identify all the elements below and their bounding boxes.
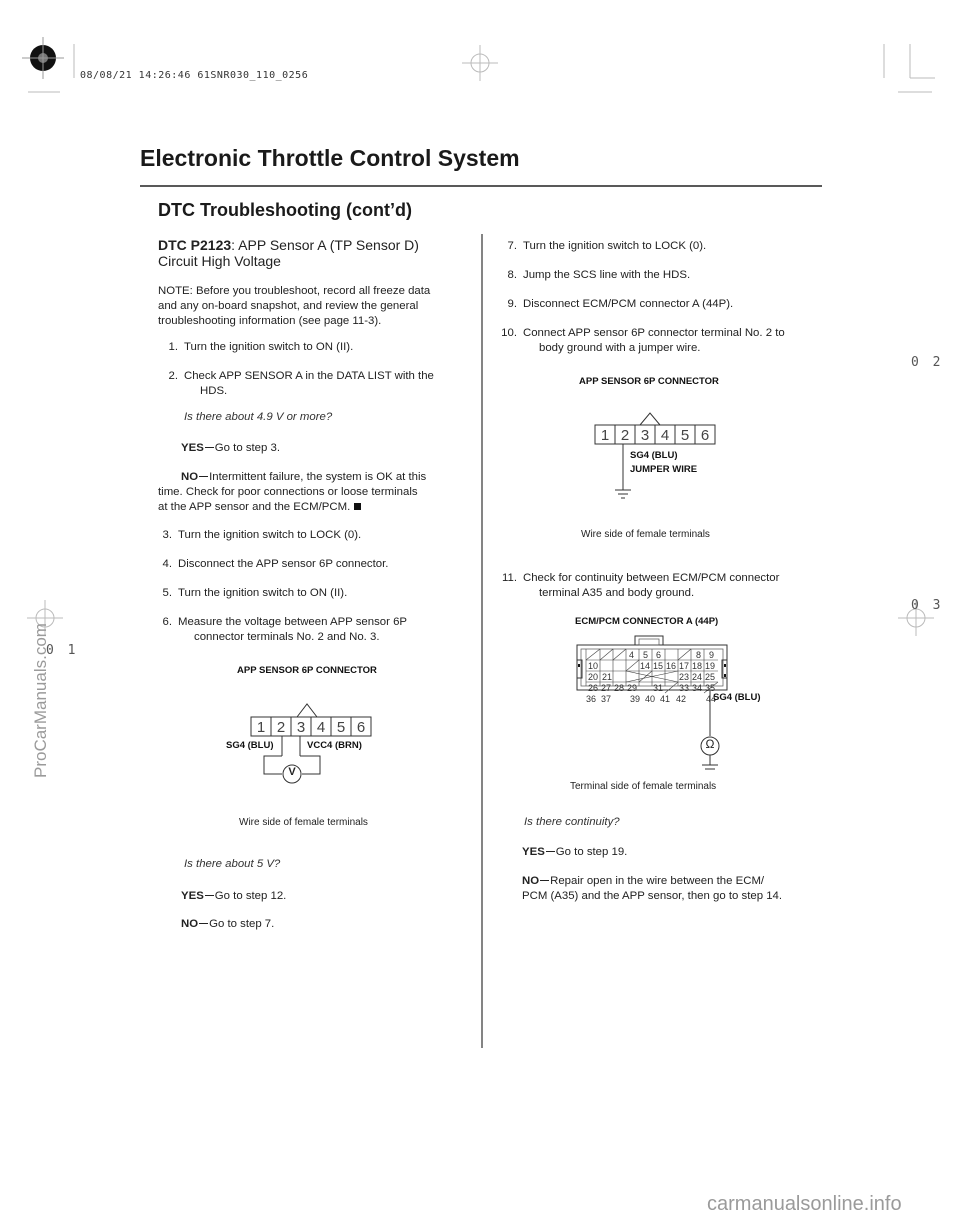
step-text: HDS. (200, 385, 228, 397)
step-number: 4. (162, 558, 172, 570)
note-line: and any on-board snapshot, and review the general (158, 300, 419, 312)
step-text: Turn the ignition switch to ON (II). (178, 587, 348, 599)
yes-label: YES (522, 846, 545, 858)
answer-no-3 (522, 874, 782, 904)
pin-label: 16 (666, 661, 677, 671)
step-number: 3. (162, 529, 172, 541)
pin-label: 34 (692, 683, 703, 693)
no-text: PCM (A35) and the APP sensor, then go to step 14. (522, 890, 783, 902)
step-text: connector terminals No. 2 and No. 3. (194, 631, 380, 643)
side-watermark: ProCarManuals.com (31, 623, 50, 778)
pin-label: 9 (709, 650, 715, 660)
print-stamp: 08/08/21 14:26:46 61SNR030_110_0256 (80, 70, 309, 81)
pin-label: 10 (588, 661, 599, 671)
pin-row (595, 427, 715, 444)
pin-label: 6 (656, 650, 662, 660)
wire-label-vcc4: VCC4 (BRN) (307, 740, 362, 751)
no-label: NO (181, 471, 199, 483)
diagram-app-6p-voltage (200, 660, 450, 840)
pin-label: 3 (640, 427, 650, 444)
answer-no-2 (181, 917, 274, 932)
step-text: Disconnect the APP sensor 6P connector. (178, 558, 389, 570)
no-label: NO (181, 918, 199, 930)
note-block (158, 284, 430, 329)
dtc-desc-line1: : APP Sensor A (TP Sensor D) (231, 237, 419, 253)
pin-label: 37 (601, 694, 612, 704)
pin-label: 29 (627, 683, 638, 693)
pin-label: 24 (692, 672, 703, 682)
yes-text: Go to step 12. (214, 890, 287, 902)
pin-label: 4 (316, 719, 326, 736)
question-1: Is there about 4.9 V or more? (184, 411, 333, 423)
answer-yes-1 (181, 441, 280, 456)
pin-label: 40 (645, 694, 656, 704)
corner-mark-right-mid: 0 3 (911, 598, 944, 613)
diagram-caption: Terminal side of female terminals (570, 781, 717, 792)
wire-label-sg4: SG4 (BLU) (226, 740, 274, 751)
diagram-caption: Wire side of female terminals (239, 817, 368, 828)
end-marker-icon (354, 503, 361, 510)
pin-label: 6 (356, 719, 366, 736)
pin-label: 27 (601, 683, 612, 693)
dash (199, 923, 208, 924)
dash (546, 851, 555, 852)
step-number: 1. (168, 341, 178, 353)
step-number: 9. (507, 298, 517, 310)
pin-label: 21 (602, 672, 613, 682)
pin-label: 33 (679, 683, 690, 693)
step-number: 8. (507, 269, 517, 281)
pin-label: 36 (586, 694, 597, 704)
pin-label: 3 (296, 719, 306, 736)
pin-label: 26 (588, 683, 599, 693)
wire-label-sg4: SG4 (BLU) (713, 692, 761, 703)
diagram-title: ECM/PCM CONNECTOR A (44P) (575, 616, 719, 627)
pin-label: 1 (600, 427, 610, 444)
answer-yes-3 (522, 845, 627, 860)
jumper-wire-label: JUMPER WIRE (630, 464, 698, 475)
dtc-code: DTC P2123 (158, 237, 232, 253)
pin-label: 2 (276, 719, 286, 736)
pin-label: 17 (679, 661, 690, 671)
answer-no-1 (158, 470, 426, 515)
pin-label: 4 (660, 427, 670, 444)
pin-label: 23 (679, 672, 690, 682)
note-line: NOTE: Before you troubleshoot, record all freeze data (158, 285, 431, 297)
pin-label: 15 (653, 661, 664, 671)
no-label: NO (522, 875, 540, 887)
step-text: Measure the voltage between APP sensor 6P (178, 616, 408, 628)
ohmmeter-icon: Ω (705, 737, 715, 751)
no-text: Intermittent failure, the system is OK at this (209, 471, 427, 483)
step-number: 7. (507, 240, 517, 252)
question-2: Is there about 5 V? (184, 858, 281, 870)
no-text: Repair open in the wire between the ECM/ (550, 875, 765, 887)
no-text: at the APP sensor and the ECM/PCM. (158, 501, 351, 513)
yes-label: YES (181, 890, 204, 902)
pin-label: 41 (660, 694, 671, 704)
dtc-heading (158, 237, 419, 269)
answer-yes-2 (181, 889, 286, 904)
step-number: 6. (162, 616, 172, 628)
pin-label: 44 (706, 694, 717, 704)
step-text: Connect APP sensor 6P connector terminal No. 2 to (523, 327, 785, 339)
pin-label: 6 (700, 427, 710, 444)
no-text: time. Check for poor connections or loose terminals (158, 486, 418, 498)
corner-mark-right-top: 0 2 (911, 355, 944, 370)
step-number: 10. (501, 327, 517, 339)
diagram-caption: Wire side of female terminals (581, 529, 710, 540)
pin-label: 25 (705, 672, 716, 682)
pin-label: 4 (629, 650, 635, 660)
yes-text: Go to step 19. (555, 846, 628, 858)
no-text: Go to step 7. (209, 918, 275, 930)
bottom-watermark: carmanualsonline.info (707, 1193, 902, 1215)
step-text: Check APP SENSOR A in the DATA LIST with the (184, 370, 434, 382)
pin-label: 20 (588, 672, 599, 682)
pin-label: 5 (680, 427, 690, 444)
yes-text: Go to step 3. (214, 442, 281, 454)
dash (199, 476, 208, 477)
pin-label: 5 (643, 650, 649, 660)
pin-row (251, 719, 371, 736)
pin-label: 35 (705, 683, 716, 693)
dash (205, 447, 214, 448)
pin-label: 39 (630, 694, 641, 704)
pin-label: 2 (620, 427, 630, 444)
step-text: Jump the SCS line with the HDS. (523, 269, 691, 281)
dtc-desc-line2: Circuit High Voltage (158, 253, 281, 269)
pin-label: 28 (614, 683, 625, 693)
diagram-title: APP SENSOR 6P CONNECTOR (237, 665, 377, 676)
step-text: terminal A35 and body ground. (539, 587, 695, 599)
step-text: Turn the ignition switch to ON (II). (184, 341, 354, 353)
pin-label: 8 (696, 650, 702, 660)
wire-label-sg4: SG4 (BLU) (630, 450, 678, 461)
dash (540, 880, 549, 881)
corner-mark-left-mid: 0 1 (46, 643, 79, 658)
step-number: 5. (162, 587, 172, 599)
diagram-ecm-44p (560, 612, 790, 797)
pin-label: 1 (256, 719, 266, 736)
pin-label: 42 (676, 694, 687, 704)
note-line: troubleshooting information (see page 11-3). (158, 315, 382, 327)
pin-label: 19 (705, 661, 716, 671)
section-title: Electronic Throttle Control System (140, 145, 520, 171)
dash (205, 895, 214, 896)
diagram-app-6p-jumper (565, 370, 765, 550)
step-text: Disconnect ECM/PCM connector A (44P). (523, 298, 734, 310)
voltmeter-icon: V (288, 766, 296, 778)
step-number: 2. (168, 370, 178, 382)
step-text: Turn the ignition switch to LOCK (0). (178, 529, 362, 541)
step-text: Check for continuity between ECM/PCM connector (523, 572, 780, 584)
question-3: Is there continuity? (524, 816, 620, 828)
diagram-title: APP SENSOR 6P CONNECTOR (579, 376, 719, 387)
step-number: 11. (502, 572, 517, 584)
pin-label: 14 (640, 661, 651, 671)
yes-label: YES (181, 442, 204, 454)
pin-label: 31 (653, 683, 664, 693)
step-text: Turn the ignition switch to LOCK (0). (523, 240, 707, 252)
pin-label: 5 (336, 719, 346, 736)
pin-label: 18 (692, 661, 703, 671)
page-subtitle: DTC Troubleshooting (cont’d) (158, 200, 412, 220)
step-text: body ground with a jumper wire. (539, 342, 701, 354)
